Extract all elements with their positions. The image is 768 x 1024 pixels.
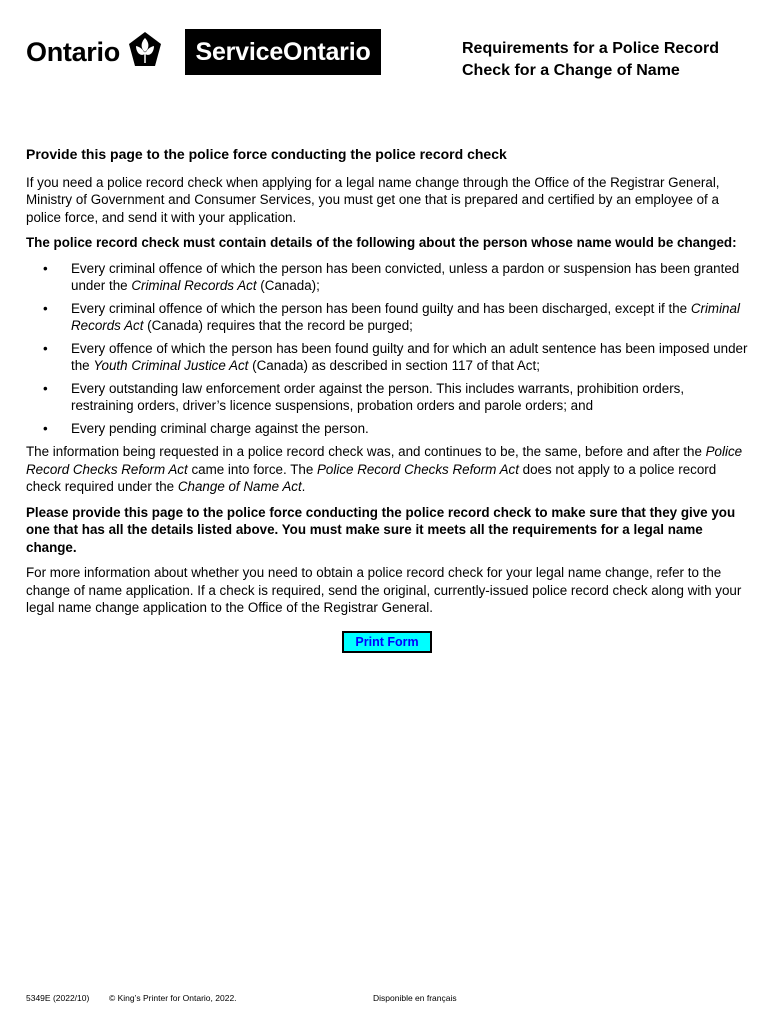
list-item: • Every offence of which the person has been found guilty and for which an adult sentence has been imposed under the Youth Criminal Justice Act (Canada) as described in section 117 of that Act; bbox=[43, 340, 748, 373]
french-availability: Disponible en français bbox=[373, 993, 457, 1003]
bullet: • bbox=[43, 260, 48, 276]
list-item: • Every criminal offence of which the person has been found guilty and has been discharged, except if the Criminal Records Act (Canada) requires that the record be purged; bbox=[43, 300, 740, 333]
trillium-logo-icon bbox=[127, 30, 163, 68]
print-form-button[interactable]: Print Form bbox=[342, 631, 431, 653]
intro-paragraph: If you need a police record check when applying for a legal name change through the Office of the Registrar General, Ministry of Government and Consumer Services, you must get one that is prepared and certified by an employee of a police force, and send it with your application. bbox=[26, 174, 720, 225]
more-info-paragraph: For more information about whether you need to obtain a police record check for your legal name change, refer to the change of name application. If a check is required, send the original, currently-issued police record check along with your legal name change application to the Office of the Registrar General. bbox=[26, 565, 742, 615]
bullet: • bbox=[43, 420, 48, 436]
notice-paragraph: Please provide this page to the police force conducting the police record check to make sure that they give you one that has all the details listed above. You must make sure it meets all the requirements for a legal name change. bbox=[26, 504, 736, 555]
requirements-heading: The police record check must contain details of the following about the person whose name would be changed: bbox=[26, 235, 737, 250]
reform-act-paragraph: The information being requested in a police record check was, and continues to be, the same, before and after the Police Record Checks Reform Act came into force. The Police Record Checks Reform Act does not apply to a police record check required under the Change of Name Act. bbox=[26, 444, 743, 494]
document-title: Requirements for a Police Record Check for a Change of Name bbox=[462, 40, 719, 79]
bullet: • bbox=[43, 340, 48, 356]
bullet: • bbox=[43, 380, 48, 396]
intro-heading: Provide this page to the police force conducting the police record check bbox=[26, 146, 507, 162]
ontario-logo-wordmark: Ontario bbox=[26, 37, 120, 67]
form-code: 5349E (2022/10) bbox=[26, 993, 90, 1003]
requirements-list bbox=[26, 260, 748, 438]
bullet: • bbox=[43, 300, 48, 316]
list-item: • Every criminal offence of which the person has been convicted, unless a pardon or suspension has been granted under the Criminal Records Act (Canada); bbox=[43, 260, 740, 293]
serviceontario-logo: ServiceOntario bbox=[185, 29, 381, 75]
list-item: • Every outstanding law enforcement order against the person. This includes warrants, prohibition orders, restraining orders, driver’s licence suspensions, probation orders and parole orders; and bbox=[43, 380, 685, 413]
print-button-wrap bbox=[26, 631, 748, 653]
page-header bbox=[0, 0, 768, 110]
list-item: • Every pending criminal charge against the person. bbox=[43, 420, 369, 436]
copyright-notice: © King’s Printer for Ontario, 2022. bbox=[109, 993, 237, 1003]
document-body bbox=[26, 146, 748, 653]
